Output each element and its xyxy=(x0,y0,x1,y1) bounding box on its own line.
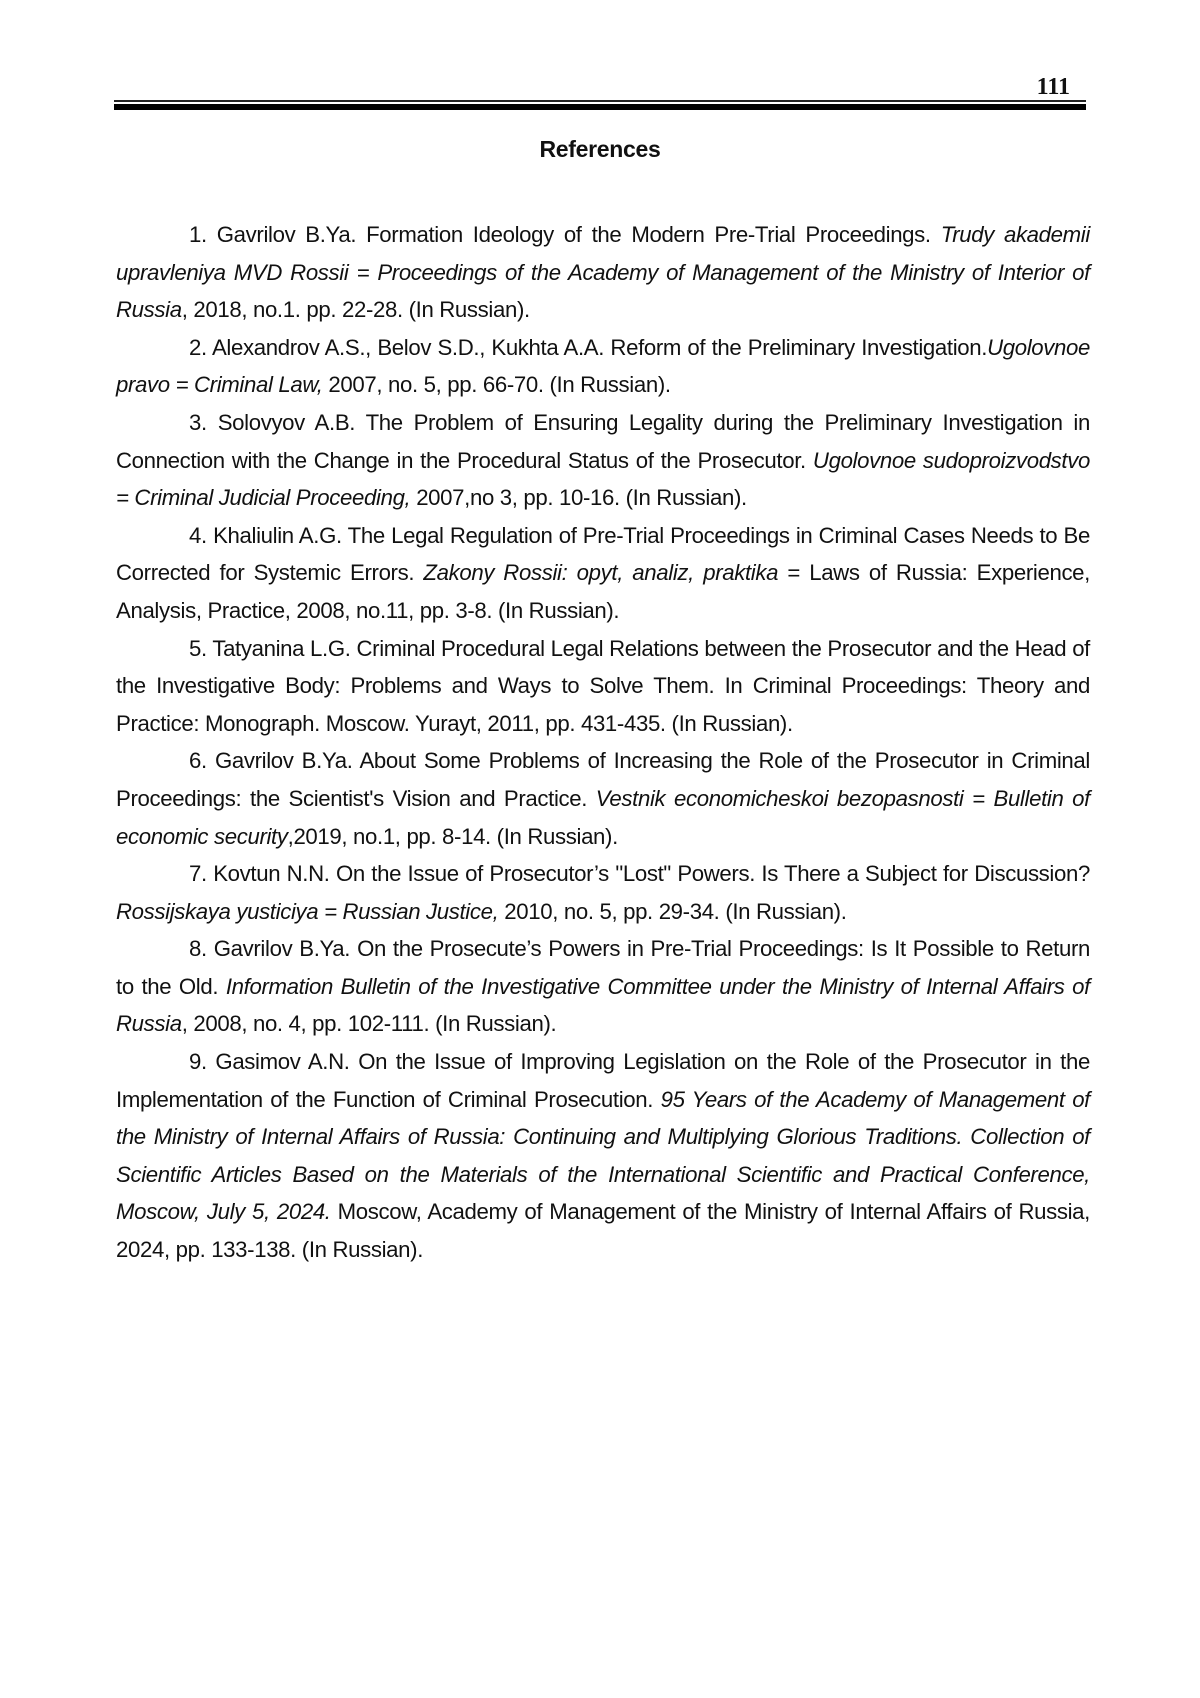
reference-authors: Alexandrov A.S., Belov S.D., Kukhta A.A. xyxy=(211,334,605,360)
reference-source: 95 Years of the Academy of Management of the Ministry of Internal Affairs of Russia: Continuing and Multiplying Glorious Traditions. Collection of Scientific Articles Based on the Materials of the International Scientific and Practical Conference, Moscow, July 5, 2024. xyxy=(116,1086,1090,1225)
reference-details: = Laws of Russia: Experience, Analysis, Practice, 2008, no.11, pp. 3-8. (In Russian). xyxy=(116,560,1090,623)
page-number: 111 xyxy=(1036,74,1070,100)
reference-number: 5. xyxy=(189,635,207,661)
reference-authors: Tatyanina L.G. xyxy=(212,635,351,661)
reference-item-7 xyxy=(116,855,1090,930)
reference-source: Trudy akademii upravleniya MVD Rossii = Proceedings of the Academy of Management of the Ministry of Interior of Russia xyxy=(116,222,1090,323)
reference-title: The Problem of Ensuring Legality during the Preliminary Investigation in Connection with the Change in the Procedural Status of the Prosecutor. xyxy=(116,409,1090,473)
reference-item-5 xyxy=(116,630,1090,743)
reference-item-4 xyxy=(116,517,1090,630)
reference-item-6 xyxy=(116,742,1090,855)
reference-authors: Gavrilov B.Ya. xyxy=(214,748,353,774)
reference-authors: Kovtun N.N. xyxy=(213,861,330,887)
reference-item-9 xyxy=(116,1043,1090,1269)
reference-authors: Gavrilov B.Ya. xyxy=(213,936,351,962)
reference-details: , 2008, no. 4, pp. 102-111. (In Russian). xyxy=(181,1011,557,1037)
reference-number: 1. xyxy=(189,222,207,247)
reference-details: , 2018, no.1. pp. 22-28. (In Russian). xyxy=(181,297,530,323)
reference-number: 6. xyxy=(189,748,207,774)
reference-title: On the Prosecute’s Powers in Pre-Trial Proceedings: Is It Possible to Return to the Old. xyxy=(116,936,1090,999)
reference-details: 2007, no. 5, pp. 66-70. (In Russian). xyxy=(322,372,671,398)
header-rule-thin xyxy=(114,100,1086,102)
reference-authors: Gavrilov B.Ya. xyxy=(216,222,357,247)
reference-source: Vestnik economicheskoi bezopasnosti = Bulletin of economic security xyxy=(116,785,1090,849)
header-rule-thick xyxy=(114,104,1086,110)
reference-item-3 xyxy=(116,404,1090,517)
reference-number: 2. xyxy=(189,334,207,360)
reference-details: Moscow, Academy of Management of the Ministry of Internal Affairs of Russia, 2024, pp. 133-138. (In Russian). xyxy=(116,1199,1090,1263)
reference-number: 7. xyxy=(189,861,207,887)
reference-title: On the Issue of Prosecutor’s "Lost" Powers. Is There a Subject for Discussion? xyxy=(335,861,1090,887)
reference-source: Zakony Rossii: opyt, analiz, praktika xyxy=(423,560,779,586)
reference-source: Ugolovnoe pravo = Criminal Law, xyxy=(116,334,1090,398)
reference-title: Formation Ideology of the Modern Pre-Trial Proceedings. xyxy=(366,222,931,247)
reference-source: Information Bulletin of the Investigative Committee under the Ministry of Internal Affairs of Russia xyxy=(116,973,1090,1037)
reference-item-2 xyxy=(116,329,1090,404)
reference-item-1 xyxy=(116,216,1090,329)
reference-source: Ugolovnoe sudoproizvodstvo = Criminal Judicial Proceeding, xyxy=(116,447,1090,511)
reference-details: 2007,no 3, pp. 10-16. (In Russian). xyxy=(410,485,747,511)
reference-number: 9. xyxy=(189,1049,207,1075)
section-title: References xyxy=(539,136,661,162)
reference-details: ,2019, no.1, pp. 8-14. (In Russian). xyxy=(287,823,618,849)
reference-source: Rossijskaya yusticiya = Russian Justice, xyxy=(116,898,499,924)
reference-list xyxy=(116,216,1090,1269)
reference-number: 4. xyxy=(189,522,207,548)
reference-title: Criminal Procedural Legal Relations between the Prosecutor and the Head of the Investigative Body: Problems and Ways to Solve Them. In Criminal Proceedings: Theory and Practice: Monograph. Moscow. Yurayt, 2011, pp. 431-435. (In Russian). xyxy=(116,635,1090,736)
reference-details: 2010, no. 5, pp. 29-34. (In Russian). xyxy=(498,898,847,924)
reference-title: About Some Problems of Increasing the Role of the Prosecutor in Criminal Proceedings: the Scientist's Vision and Practice. xyxy=(116,748,1090,811)
reference-number: 3. xyxy=(189,409,207,435)
reference-title: On the Issue of Improving Legislation on the Role of the Prosecutor in the Implementation of the Function of Criminal Prosecution. xyxy=(116,1049,1090,1112)
reference-number: 8. xyxy=(189,936,207,962)
reference-item-8 xyxy=(116,930,1090,1043)
reference-title: The Legal Regulation of Pre-Trial Proceedings in Criminal Cases Needs to Be Corrected for Systemic Errors. xyxy=(116,522,1090,586)
reference-authors: Gasimov A.N. xyxy=(215,1049,350,1075)
reference-authors: Solovyov A.B. xyxy=(217,409,356,435)
reference-title: Reform of the Preliminary Investigation. xyxy=(610,334,988,360)
reference-authors: Khaliulin A.G. xyxy=(213,522,342,548)
